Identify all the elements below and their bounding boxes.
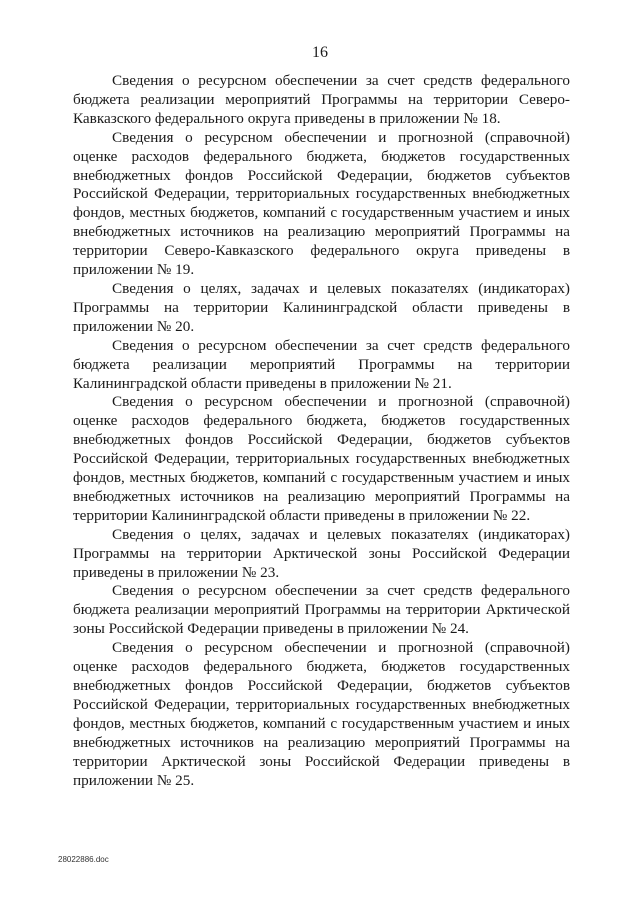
page-number: 16 (312, 44, 328, 61)
paragraph: Сведения о ресурсном обеспечении за счет средств федерального бюджета реализации мероприятий Программы на территории Арктической зоны Российской Федерации приведены в приложении № 24. (73, 582, 570, 638)
paragraph: Сведения о ресурсном обеспечении за счет средств федерального бюджета реализации мероприятий Программы на территории Калининградской области приведены в приложении № 21. (73, 336, 570, 392)
paragraph: Сведения о целях, задачах и целевых показателях (индикаторах) Программы на территории Арктической зоны Российской Федерации приведены в приложении № 23. (73, 525, 570, 581)
paragraph: Сведения о ресурсном обеспечении за счет средств федерального бюджета реализации мероприятий Программы на территории Северо-Кавказского федерального округа приведены в приложении № 18. (73, 72, 570, 127)
document-body (73, 72, 570, 790)
paragraph: Сведения о целях, задачах и целевых показателях (индикаторах) Программы на территории Калининградской области приведены в приложении № 20. (73, 279, 570, 335)
paragraph: Сведения о ресурсном обеспечении и прогнозной (справочной) оценке расходов федерального бюджета, бюджетов государственных внебюджетных фондов Российской Федерации, бюджетов субъектов Российской Федерации, территориальных государственных внебюджетных фондов, местных бюджетов, компаний с государственным участием и иных внебюджетных источников на реализацию мероприятий Программы на территории Арктической зоны Российской Федерации приведены в приложении № 25. (73, 639, 570, 789)
paragraph: Сведения о ресурсном обеспечении и прогнозной (справочной) оценке расходов федерального бюджета, бюджетов государственных внебюджетных фондов Российской Федерации, бюджетов субъектов Российской Федерации, территориальных государственных внебюджетных фондов, местных бюджетов, компаний с государственным участием и иных внебюджетных источников на реализацию мероприятий Программы на территории Калининградской области приведены в приложении № 22. (73, 393, 570, 524)
paragraph: Сведения о ресурсном обеспечении и прогнозной (справочной) оценке расходов федерального бюджета, бюджетов государственных внебюджетных фондов Российской Федерации, бюджетов субъектов Российской Федерации, территориальных государственных внебюджетных фондов, местных бюджетов, компаний с государственным участием и иных внебюджетных источников на реализацию мероприятий Программы на территории Северо-Кавказского федерального округа приведены в приложении № 19. (73, 128, 570, 279)
footer-filename: 28022886.doc (58, 855, 109, 864)
